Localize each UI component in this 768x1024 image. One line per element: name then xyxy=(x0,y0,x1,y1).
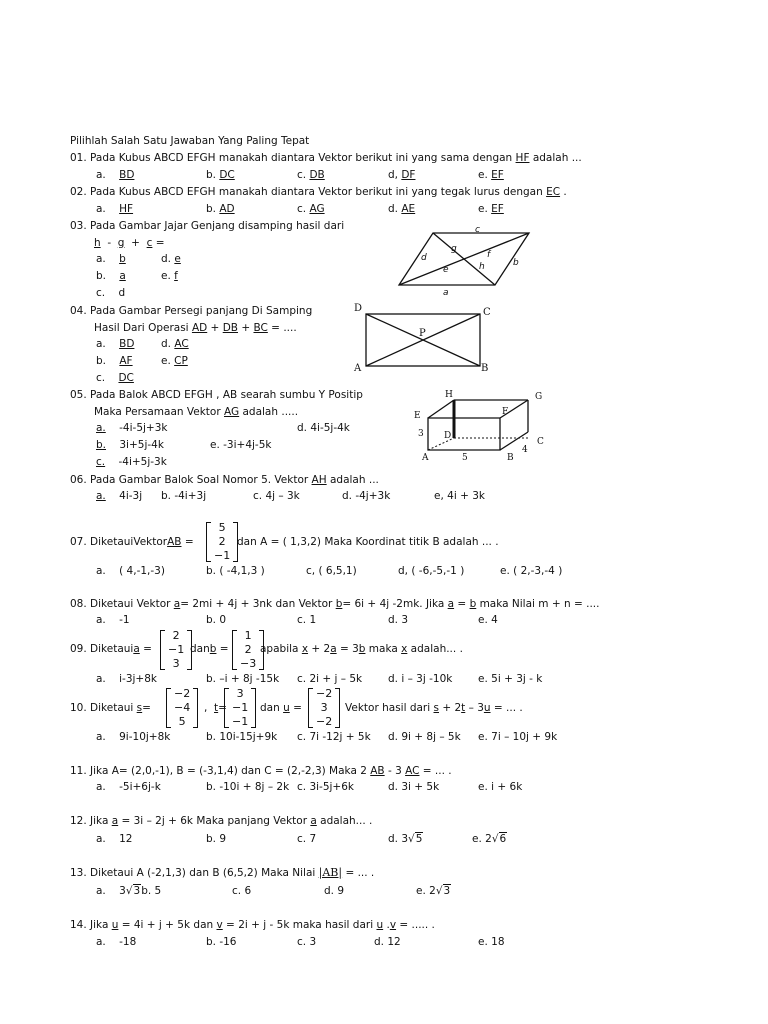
q03-expression: h - g + c = xyxy=(94,237,165,249)
fig-label-E: E xyxy=(414,411,421,421)
q14-option-a[interactable]: a. -18 xyxy=(96,936,137,948)
q01-option-b[interactable]: b. DC xyxy=(206,169,235,181)
q08-option-b[interactable]: b. 0 xyxy=(206,614,227,626)
q09-option-b[interactable]: b. –i + 8j -15k xyxy=(206,673,280,685)
q09-matrix-b: 1 2 −3 xyxy=(232,630,264,670)
fig-label-4: 4 xyxy=(522,445,528,455)
fig-label-D: D xyxy=(354,303,363,314)
q14-option-d[interactable]: d. 12 xyxy=(374,936,401,948)
q12-option-a[interactable]: a. 12 xyxy=(96,833,133,845)
q10-option-c[interactable]: c. 7i -12j + 5k xyxy=(297,731,371,743)
fig-label-D: D xyxy=(444,431,452,441)
q07-option-c[interactable]: c, ( 6,5,1) xyxy=(306,565,357,577)
q03-option-c[interactable]: c. d xyxy=(96,287,126,299)
q09-option-a[interactable]: a. i-3j+8k xyxy=(96,673,157,685)
question-12: 12. Jika a = 3i – 2j + 6k Maka panjang Vektor a adalah... . xyxy=(70,815,373,827)
q05-expression: Maka Persamaan Vektor AG adalah ..... xyxy=(94,406,299,418)
q06-option-e[interactable]: e, 4i + 3k xyxy=(434,490,485,502)
q14-option-e[interactable]: e. 18 xyxy=(478,936,505,948)
q11-option-c[interactable]: c. 3i-5j+6k xyxy=(297,781,354,793)
q08-option-e[interactable]: e. 4 xyxy=(478,614,498,626)
q07-matrix: 5 2 −1 xyxy=(206,522,238,562)
front-face xyxy=(428,418,500,450)
q08-option-c[interactable]: c. 1 xyxy=(297,614,317,626)
q10-u: dan u = xyxy=(260,702,302,714)
fig-label-g: g xyxy=(451,244,457,254)
question-02: 02. Pada Kubus ABCD EFGH manakah diantara Vektor berikut ini yang tegak lurus dengan EC . xyxy=(70,186,567,198)
q12-option-e[interactable]: e. 2√6 xyxy=(472,833,507,845)
q03-option-b[interactable]: b. a xyxy=(96,270,126,282)
q04-option-d[interactable]: d. AC xyxy=(161,338,189,350)
q09-dan: danb = xyxy=(190,643,229,655)
q09-option-e[interactable]: e. 5i + 3j - k xyxy=(478,673,543,685)
fig-label-H: H xyxy=(445,390,453,400)
q13-option-a[interactable]: a. 3√3b. 5 xyxy=(96,885,162,897)
q14-option-b[interactable]: b. -16 xyxy=(206,936,237,948)
fig-label-a: a xyxy=(443,288,449,298)
q07-option-e[interactable]: e. ( 2,-3,-4 ) xyxy=(500,565,563,577)
q11-option-a[interactable]: a. -5i+6j-k xyxy=(96,781,161,793)
q07-option-a[interactable]: a. ( 4,-1,-3) xyxy=(96,565,165,577)
fig-label-B: B xyxy=(481,363,489,374)
fig-label-F: F xyxy=(502,407,509,417)
q12-option-d[interactable]: d. 3√5 xyxy=(388,833,423,845)
fig-label-C: C xyxy=(537,437,544,447)
q10-option-b[interactable]: b. 10i-15j+9k xyxy=(206,731,278,743)
q05-option-d[interactable]: d. 4i-5j-4k xyxy=(297,422,350,434)
question-09: 09. Diketauia = xyxy=(70,643,152,655)
cuboid-figure xyxy=(412,388,552,463)
q05-option-a[interactable]: a. -4i-5j+3k xyxy=(96,422,168,434)
fig-label-3: 3 xyxy=(418,429,424,439)
fig-label-f: f xyxy=(487,250,491,260)
q11-option-e[interactable]: e. i + 6k xyxy=(478,781,523,793)
q06-option-b[interactable]: b. -4i+3j xyxy=(161,490,207,502)
q12-option-b[interactable]: b. 9 xyxy=(206,833,227,845)
q13-option-e[interactable]: e. 2√3 xyxy=(416,885,451,897)
question-08: 08. Diketaui Vektor a= 2mi + 4j + 3nk dan Vektor b= 6i + 4j -2mk. Jika a = b maka Nilai m + n = .... xyxy=(70,598,600,610)
q09-option-c[interactable]: c. 2i + j – 5k xyxy=(297,673,363,685)
q10-matrix-u: −2 3 −2 xyxy=(308,688,340,728)
q10-matrix-s: −2 −4 5 xyxy=(166,688,198,728)
q11-option-d[interactable]: d. 3i + 5k xyxy=(388,781,440,793)
q07-option-b[interactable]: b. ( -4,1,3 ) xyxy=(206,565,265,577)
question-14: 14. Jika u = 4i + j + 5k dan v = 2i + j - 5k maka hasil dari u .v = ..... . xyxy=(70,919,435,931)
q10-t: , t= xyxy=(204,702,227,714)
q13-option-d[interactable]: d. 9 xyxy=(324,885,345,897)
q13-option-c[interactable]: c. 6 xyxy=(232,885,252,897)
instruction: Pilihlah Salah Satu Jawaban Yang Paling Tepat xyxy=(70,135,310,147)
q10-tail: Vektor hasil dari s + 2t – 3u = ... . xyxy=(345,702,523,714)
fig-label-d: d xyxy=(421,253,427,263)
fig-label-b: b xyxy=(513,258,519,268)
question-04: 04. Pada Gambar Persegi panjang Di Samping xyxy=(70,305,313,317)
fig-label-h: h xyxy=(479,262,485,272)
fig-label-P: P xyxy=(419,328,426,339)
question-06: 06. Pada Gambar Balok Soal Nomor 5. Vektor AH adalah ... xyxy=(70,474,379,486)
fig-label-A: A xyxy=(422,453,429,463)
parallelogram-figure xyxy=(395,225,535,297)
q09-option-d[interactable]: d. i – 3j -10k xyxy=(388,673,453,685)
q05-option-c[interactable]: c. -4i+5j-3k xyxy=(96,456,167,468)
q10-option-e[interactable]: e. 7i – 10j + 9k xyxy=(478,731,558,743)
question-10: 10. Diketaui s= xyxy=(70,702,151,714)
question-05: 05. Pada Balok ABCD EFGH , AB searah sumbu Y Positip xyxy=(70,389,363,401)
question-13: 13. Diketaui A (-2,1,3) dan B (6,5,2) Maka Nilai |AB| = ... . xyxy=(70,866,375,879)
question-07: 07. DiketauiVektorAB = xyxy=(70,536,194,548)
q08-option-a[interactable]: a. -1 xyxy=(96,614,130,626)
q04-option-b[interactable]: b. AF xyxy=(96,355,133,367)
fig-label-e: e xyxy=(443,265,449,275)
rectangle-figure xyxy=(352,300,497,375)
q06-option-a[interactable]: a. 4i-3j xyxy=(96,490,143,502)
question-03: 03. Pada Gambar Jajar Genjang disamping hasil dari xyxy=(70,220,345,232)
q10-matrix-t: 3 −1 −1 xyxy=(224,688,256,728)
fig-label-c: c xyxy=(475,225,480,235)
q02-option-b[interactable]: b. AD xyxy=(206,203,235,215)
q04-option-e[interactable]: e. CP xyxy=(161,355,188,367)
q12-option-c[interactable]: c. 7 xyxy=(297,833,317,845)
q01-option-e[interactable]: e. EF xyxy=(478,169,504,181)
q04-option-a[interactable]: a. BD xyxy=(96,338,135,350)
fig-label-C: C xyxy=(483,307,491,318)
q09-matrix-a: 2 −1 3 xyxy=(160,630,192,670)
fig-label-5: 5 xyxy=(462,453,468,463)
q05-option-e[interactable]: e. -3i+4j-5k xyxy=(210,439,272,451)
q02-option-c[interactable]: c. AG xyxy=(297,203,325,215)
q04-expression: Hasil Dari Operasi AD + DB + BC = .... xyxy=(94,322,297,334)
diagonal-2 xyxy=(399,233,529,285)
q01-option-c[interactable]: c. DB xyxy=(297,169,325,181)
q07-tail: dan A = ( 1,3,2) Maka Koordinat titik B adalah ... . xyxy=(237,536,499,548)
q10-option-a[interactable]: a. 9i-10j+8k xyxy=(96,731,171,743)
q08-option-d[interactable]: d. 3 xyxy=(388,614,409,626)
question-01: 01. Pada Kubus ABCD EFGH manakah diantara Vektor berikut ini yang sama dengan HF adalah ... xyxy=(70,152,582,164)
fig-label-G: G xyxy=(535,392,543,402)
q02-option-d[interactable]: d. AE xyxy=(388,203,416,215)
q06-option-d[interactable]: d. -4j+3k xyxy=(342,490,391,502)
q03-option-d[interactable]: d. e xyxy=(161,253,181,265)
fig-label-B: B xyxy=(507,453,514,463)
q10-option-d[interactable]: d. 9i + 8j – 5k xyxy=(388,731,461,743)
q01-option-a[interactable]: a. BD xyxy=(96,169,135,181)
q01-option-d[interactable]: d, DF xyxy=(388,169,416,181)
question-11: 11. Jika A= (2,0,-1), B = (-3,1,4) dan C = (2,-2,3) Maka 2 AB - 3 AC = ... . xyxy=(70,765,452,777)
q05-option-b[interactable]: b. 3i+5j-4k xyxy=(96,439,164,451)
q03-option-a[interactable]: a. b xyxy=(96,253,126,265)
q11-option-b[interactable]: b. -10i + 8j – 2k xyxy=(206,781,290,793)
q02-option-a[interactable]: a. HF xyxy=(96,203,134,215)
q07-option-d[interactable]: d, ( -6,-5,-1 ) xyxy=(398,565,465,577)
fig-label-A: A xyxy=(354,363,362,374)
q03-option-e[interactable]: e. f xyxy=(161,270,178,282)
q06-option-c[interactable]: c. 4j – 3k xyxy=(253,490,300,502)
q09-tail: apabila x + 2a = 3b maka x adalah... . xyxy=(260,643,463,655)
q02-option-e[interactable]: e. EF xyxy=(478,203,504,215)
q04-option-c[interactable]: c. DC xyxy=(96,372,134,384)
q14-option-c[interactable]: c. 3 xyxy=(297,936,317,948)
